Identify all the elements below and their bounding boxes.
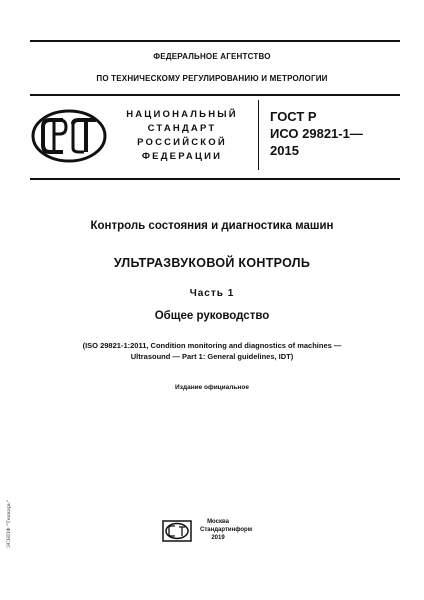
publisher-year: 2019	[211, 535, 225, 541]
designation-line-3: 2015	[270, 143, 299, 158]
edition-label: Издание официальное	[175, 384, 249, 391]
gost-r-logo-icon	[30, 108, 108, 164]
document-title: Контроль состояния и диагностика машин	[90, 220, 334, 232]
gost-r-logo	[30, 108, 108, 164]
publisher-logo-icon	[162, 520, 192, 542]
title-rule	[30, 178, 400, 180]
standard-label-line-2: СТАНДАРТ	[147, 123, 217, 134]
top-rule	[30, 40, 400, 42]
standard-label-line-4: ФЕДЕРАЦИИ	[141, 151, 223, 162]
standard-label-line-1: НАЦИОНАЛЬНЫЙ	[126, 109, 238, 120]
designation-line-2: ИСО 29821-1—	[270, 126, 363, 141]
header-rule	[30, 94, 400, 96]
designation-line-1: ГОСТ Р	[270, 109, 317, 124]
standard-label	[112, 108, 252, 164]
side-note: ЭСНПФ "Технарь"	[6, 499, 12, 548]
publisher-info	[200, 518, 253, 542]
agency-line-1: ФЕДЕРАЛЬНОЕ АГЕНТСТВО	[153, 52, 271, 61]
iso-reference	[0, 340, 424, 362]
part-title: Общее руководство	[154, 310, 270, 322]
part-number: Часть 1	[189, 288, 235, 299]
standard-designation	[270, 108, 363, 159]
iso-reference-line-2: Ultrasound — Part 1: General guidelines, IDT)	[130, 352, 294, 361]
agency-line-2: ПО ТЕХНИЧЕСКОМУ РЕГУЛИРОВАНИЮ И МЕТРОЛОГИИ	[96, 74, 328, 83]
publisher-city: Москва	[207, 519, 229, 525]
standard-label-line-3: РОССИЙСКОЙ	[137, 137, 227, 148]
publisher-name: Стандартинформ	[200, 527, 253, 533]
document-subtitle: УЛЬТРАЗВУКОВОЙ КОНТРОЛЬ	[113, 256, 311, 270]
separator-line	[258, 100, 259, 170]
iso-reference-line-1: (ISO 29821-1:2011, Condition monitoring and diagnostics of machines —	[82, 341, 342, 350]
publisher-logo	[162, 520, 192, 542]
